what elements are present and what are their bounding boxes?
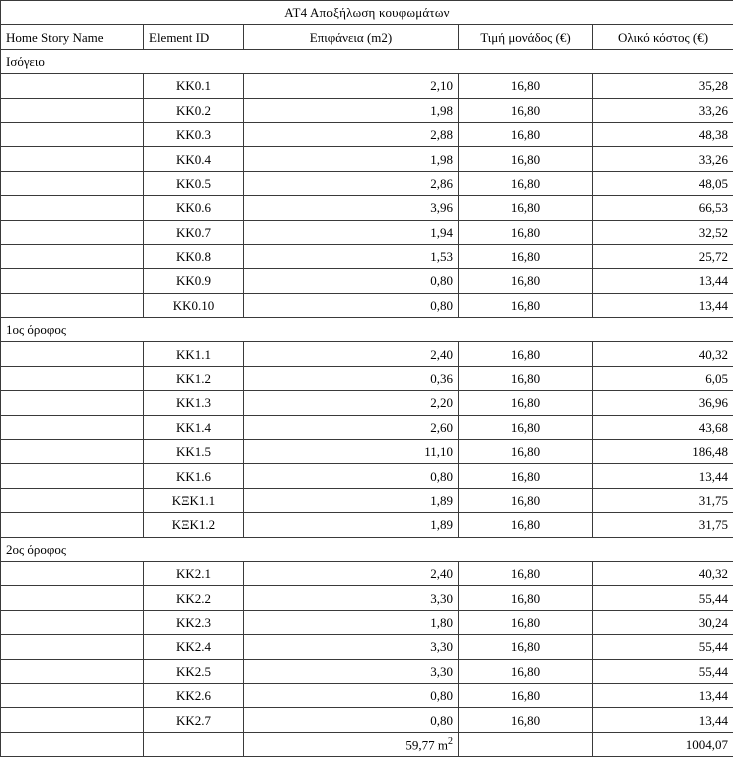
cell-unit-price: 16,80 [459,610,593,634]
cell-story [1,171,144,195]
cell-area: 1,94 [244,220,459,244]
cell-story [1,366,144,390]
cell-unit-price: 16,80 [459,635,593,659]
cell-story [1,122,144,146]
cell-unit-price: 16,80 [459,122,593,146]
cell-unit-price: 16,80 [459,269,593,293]
cell-element-id: ΚΚ0.9 [144,269,244,293]
table-row [1,561,733,585]
table-row [1,464,733,488]
cell-area: 0,80 [244,708,459,732]
header-row [1,25,733,49]
cell-unit-price: 16,80 [459,464,593,488]
cell-story [1,586,144,610]
table-row [1,293,733,317]
cell-area: 0,80 [244,269,459,293]
totals-element-cell [144,732,244,756]
cell-story [1,513,144,537]
cell-total-cost: 55,44 [593,659,733,683]
cell-area: 2,10 [244,74,459,98]
cell-story [1,220,144,244]
cell-area: 0,36 [244,366,459,390]
totals-area-unit-exponent: 2 [448,736,453,747]
cell-unit-price: 16,80 [459,147,593,171]
totals-total-cost-value: 1004,07 [593,732,733,756]
cell-area: 2,40 [244,561,459,585]
cell-total-cost: 30,24 [593,610,733,634]
cell-area: 1,98 [244,147,459,171]
cell-element-id: ΚΚ2.1 [144,561,244,585]
cell-total-cost: 55,44 [593,635,733,659]
cell-story [1,147,144,171]
cell-story [1,269,144,293]
cell-area: 0,80 [244,464,459,488]
cell-area: 3,30 [244,635,459,659]
cell-area: 11,10 [244,440,459,464]
section-header-row [1,537,733,561]
cell-total-cost: 33,26 [593,147,733,171]
document-title: ΑΤ4 Αποξήλωση κουφωμάτων [1,1,733,25]
cell-total-cost: 6,05 [593,366,733,390]
cell-total-cost: 31,75 [593,488,733,512]
table-row [1,415,733,439]
cell-total-cost: 55,44 [593,586,733,610]
cell-total-cost: 13,44 [593,464,733,488]
cell-element-id: ΚΚ0.6 [144,196,244,220]
cell-story [1,342,144,366]
cell-area: 2,40 [244,342,459,366]
title-row [1,1,733,25]
cell-unit-price: 16,80 [459,683,593,707]
cell-total-cost: 13,44 [593,293,733,317]
table-row [1,659,733,683]
cell-unit-price: 16,80 [459,586,593,610]
table-row [1,708,733,732]
cell-unit-price: 16,80 [459,293,593,317]
cell-story [1,196,144,220]
cell-unit-price: 16,80 [459,220,593,244]
section-header-row [1,49,733,73]
cell-unit-price: 16,80 [459,659,593,683]
totals-area-value [244,732,459,756]
cell-unit-price: 16,80 [459,440,593,464]
cell-element-id: ΚΚ1.2 [144,366,244,390]
cell-unit-price: 16,80 [459,488,593,512]
cell-unit-price: 16,80 [459,171,593,195]
cell-area: 3,30 [244,659,459,683]
cell-unit-price: 16,80 [459,366,593,390]
cell-total-cost: 48,38 [593,122,733,146]
cell-area: 3,30 [244,586,459,610]
section-name: 2ος όροφος [1,537,733,561]
table-row [1,440,733,464]
cell-area: 2,60 [244,415,459,439]
cell-element-id: ΚΚ0.7 [144,220,244,244]
cell-total-cost: 31,75 [593,513,733,537]
cell-area: 2,88 [244,122,459,146]
cell-element-id: ΚΚ0.2 [144,98,244,122]
cell-area: 2,86 [244,171,459,195]
cell-total-cost: 13,44 [593,683,733,707]
table-row [1,122,733,146]
cell-area: 0,80 [244,683,459,707]
cell-element-id: ΚΚ2.6 [144,683,244,707]
cell-element-id: ΚΞΚ1.2 [144,513,244,537]
cell-unit-price: 16,80 [459,708,593,732]
cell-total-cost: 40,32 [593,561,733,585]
cell-unit-price: 16,80 [459,98,593,122]
cell-area: 1,53 [244,244,459,268]
column-header-story: Home Story Name [1,25,144,49]
cell-unit-price: 16,80 [459,196,593,220]
table-row [1,220,733,244]
table-row [1,488,733,512]
cell-total-cost: 36,96 [593,391,733,415]
totals-row [1,732,733,756]
table-row [1,683,733,707]
cell-story [1,74,144,98]
cell-total-cost: 13,44 [593,708,733,732]
cell-element-id: ΚΚ0.5 [144,171,244,195]
column-header-unit-price: Τιμή μονάδος (€) [459,25,593,49]
section-name: Ισόγειο [1,49,733,73]
section-header-row [1,318,733,342]
cell-element-id: ΚΚ0.1 [144,74,244,98]
cell-element-id: ΚΚ2.7 [144,708,244,732]
cell-area: 1,80 [244,610,459,634]
cell-total-cost: 25,72 [593,244,733,268]
cell-unit-price: 16,80 [459,561,593,585]
cell-element-id: ΚΚ2.4 [144,635,244,659]
cell-total-cost: 40,32 [593,342,733,366]
cell-total-cost: 43,68 [593,415,733,439]
cell-unit-price: 16,80 [459,513,593,537]
cell-total-cost: 13,44 [593,269,733,293]
table-row [1,269,733,293]
cell-total-cost: 186,48 [593,440,733,464]
cell-story [1,293,144,317]
table-body [1,1,733,757]
table-row [1,74,733,98]
cell-story [1,610,144,634]
cell-element-id: ΚΚ0.8 [144,244,244,268]
cell-element-id: ΚΞΚ1.1 [144,488,244,512]
cell-story [1,659,144,683]
table-row [1,342,733,366]
cell-element-id: ΚΚ2.2 [144,586,244,610]
cell-story [1,391,144,415]
table-row [1,98,733,122]
cell-total-cost: 35,28 [593,74,733,98]
cell-story [1,561,144,585]
cell-unit-price: 16,80 [459,342,593,366]
cell-element-id: ΚΚ1.3 [144,391,244,415]
cell-element-id: ΚΚ2.5 [144,659,244,683]
cell-story [1,415,144,439]
cell-story [1,98,144,122]
cell-element-id: ΚΚ1.5 [144,440,244,464]
cell-story [1,683,144,707]
cell-element-id: ΚΚ2.3 [144,610,244,634]
section-name: 1ος όροφος [1,318,733,342]
column-header-element-id: Element ID [144,25,244,49]
cell-story [1,488,144,512]
cell-story [1,635,144,659]
cell-story [1,244,144,268]
table-row [1,244,733,268]
cell-unit-price: 16,80 [459,415,593,439]
table-row [1,635,733,659]
cell-unit-price: 16,80 [459,391,593,415]
cell-total-cost: 66,53 [593,196,733,220]
table-row [1,196,733,220]
column-header-area: Επιφάνεια (m2) [244,25,459,49]
cell-unit-price: 16,80 [459,244,593,268]
cell-story [1,464,144,488]
table-row [1,586,733,610]
cell-story [1,440,144,464]
column-header-total-cost: Ολικό κόστος (€) [593,25,733,49]
cell-element-id: ΚΚ1.4 [144,415,244,439]
table-row [1,513,733,537]
cell-area: 1,98 [244,98,459,122]
cell-total-cost: 48,05 [593,171,733,195]
table-row [1,391,733,415]
cell-story [1,708,144,732]
cell-area: 0,80 [244,293,459,317]
table-row [1,366,733,390]
totals-area-unit: m [438,738,448,753]
cell-area: 1,89 [244,488,459,512]
cell-area: 2,20 [244,391,459,415]
cell-area: 3,96 [244,196,459,220]
table-row [1,171,733,195]
totals-unit-price-cell [459,732,593,756]
totals-story-cell [1,732,144,756]
totals-area-number: 59,77 [405,738,434,753]
cell-total-cost: 32,52 [593,220,733,244]
cell-total-cost: 33,26 [593,98,733,122]
cell-element-id: ΚΚ0.10 [144,293,244,317]
cell-element-id: ΚΚ0.3 [144,122,244,146]
cell-element-id: ΚΚ0.4 [144,147,244,171]
cell-area: 1,89 [244,513,459,537]
table-row [1,610,733,634]
cell-unit-price: 16,80 [459,74,593,98]
cell-element-id: ΚΚ1.6 [144,464,244,488]
table-row [1,147,733,171]
cell-element-id: ΚΚ1.1 [144,342,244,366]
